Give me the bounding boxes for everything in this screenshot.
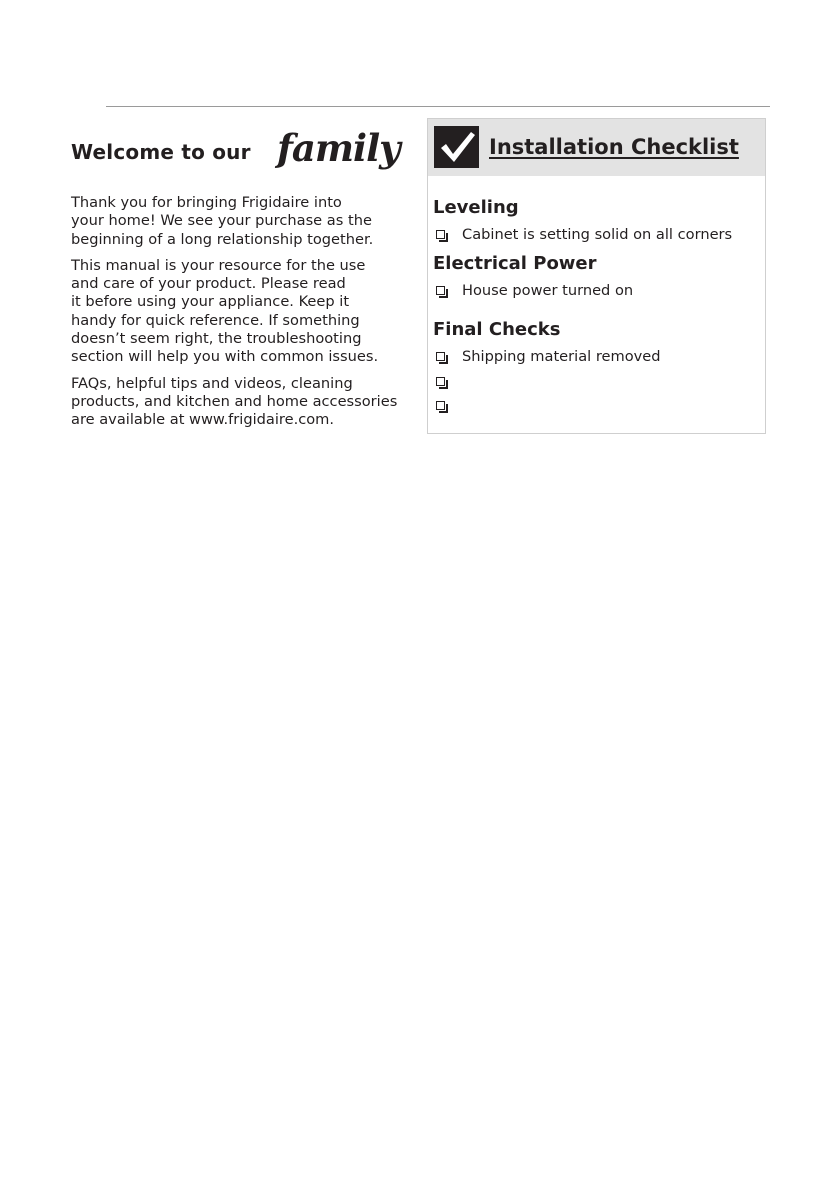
- checklist-item[interactable]: [436, 371, 462, 391]
- checkbox-icon[interactable]: [436, 377, 445, 386]
- section-heading-leveling: Leveling: [433, 197, 519, 218]
- checkbox-icon[interactable]: [436, 352, 445, 361]
- section-heading-electrical-power: Electrical Power: [433, 253, 597, 274]
- header-divider: [106, 106, 770, 107]
- checklist-title: Installation Checklist: [489, 135, 739, 159]
- checklist-item[interactable]: [436, 395, 462, 415]
- welcome-paragraph-resources: FAQs, helpful tips and videos, cleaning products, and kitchen and home accessories are available at www.frigidaire.com.: [71, 374, 398, 429]
- welcome-paragraph-manual: This manual is your resource for the use and care of your product. Please read it before using your appliance. Keep it handy for quick reference. If something doesn’t seem right, the troubleshooting section will help you with common issues.: [71, 256, 379, 366]
- checklist-header: [428, 119, 765, 176]
- installation-checklist: [427, 118, 766, 434]
- welcome-heading-text: Welcome to our: [71, 140, 251, 164]
- checklist-item-label: Shipping material removed: [462, 347, 661, 365]
- checklist-item[interactable]: [436, 224, 732, 244]
- checklist-item[interactable]: [436, 280, 633, 300]
- welcome-section: [71, 124, 416, 438]
- checklist-item[interactable]: [436, 346, 661, 366]
- checkbox-icon[interactable]: [436, 286, 445, 295]
- section-heading-final-checks: Final Checks: [433, 319, 561, 340]
- checklist-item-label: House power turned on: [462, 281, 634, 299]
- checklist-item-label: Cabinet is setting solid on all corners: [462, 225, 733, 243]
- welcome-heading-script: family: [277, 126, 400, 170]
- welcome-paragraph-thanks: Thank you for bringing Frigidaire into your home! We see your purchase as the beginning of a long relationship together.: [71, 194, 374, 248]
- welcome-heading: [71, 124, 416, 194]
- checkbox-icon[interactable]: [436, 230, 445, 239]
- checkmark-box-icon: [434, 126, 479, 168]
- checkbox-icon[interactable]: [436, 401, 445, 410]
